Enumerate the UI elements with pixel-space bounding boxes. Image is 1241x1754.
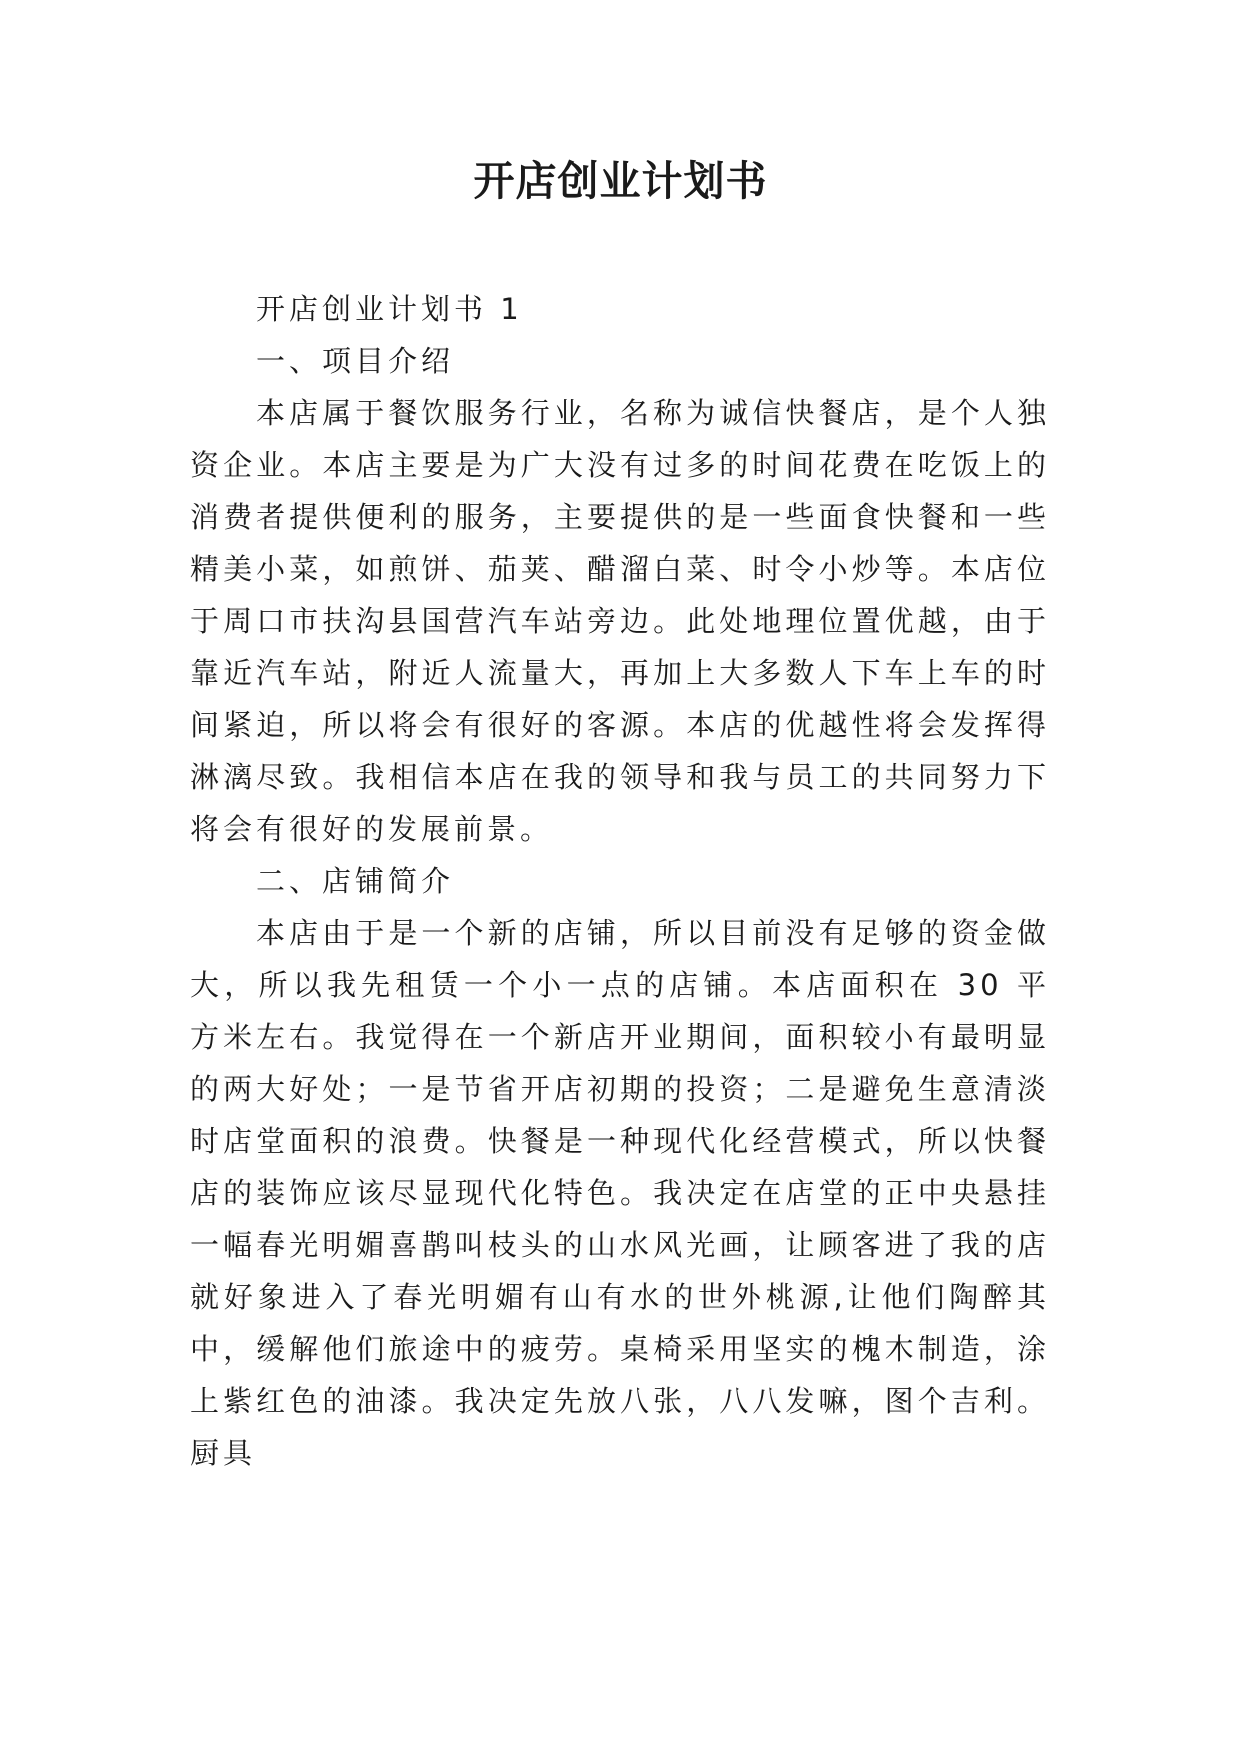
- document-subtitle: 开店创业计划书 1: [256, 292, 523, 326]
- section-paragraph-store-intro: 本店由于是一个新的店铺，所以目前没有足够的资金做大，所以我先租赁一个小一点的店铺。本店面积在 30 平方米左右。我觉得在一个新店开业期间，面积较小有最明显的两大好处；一是节省开店初期的投资；二是避免生意清淡时店堂面积的浪费。快餐是一种现代化经营模式，所以快餐店的装饰应该尽显现代化特色。我决定在店堂的正中央悬挂一幅春光明媚喜鹊叫枝头的山水风光画，让顾客进了我的店就好象进入了春光明媚有山有水的世外桃源,让他们陶醉其中，缓解他们旅途中的疲劳。桌椅采用坚实的槐木制造，涂上紫红色的油漆。我决定先放八张，八八发嘛，图个吉利。厨具: [190, 916, 1050, 1470]
- document-title: 开店创业计划书: [473, 157, 768, 205]
- section-paragraph-project-intro: 本店属于餐饮服务行业，名称为诚信快餐店，是个人独资企业。本店主要是为广大没有过多的时间花费在吃饭上的消费者提供便利的服务，主要提供的是一些面食快餐和一些精美小菜，如煎饼、茄荚、醋溜白菜、时令小炒等。本店位于周口市扶沟县国营汽车站旁边。此处地理位置优越，由于靠近汽车站，附近人流量大，再加上大多数人下车上车的时间紧迫，所以将会有很好的客源。本店的优越性将会发挥得淋漓尽致。我相信本店在我的领导和我与员工的共同努力下将会有很好的发展前景。: [190, 396, 1050, 846]
- document-body: [190, 283, 1050, 1479]
- section-heading-store-intro: 二、店铺简介: [256, 864, 455, 898]
- section-heading-project-intro: 一、项目介绍: [256, 344, 455, 378]
